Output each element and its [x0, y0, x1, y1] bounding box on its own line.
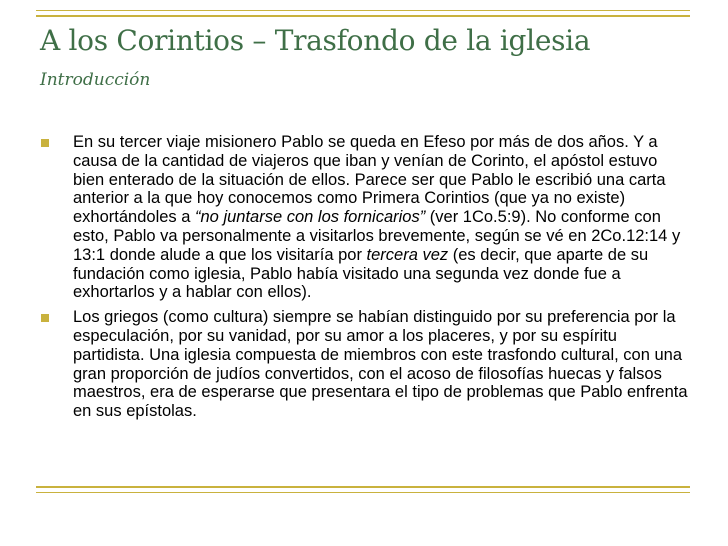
text-segment: (es decir, que aparte de su fundación como iglesia, Pablo había visitado una segunda vez donde fue a exhortarlos y a hablar con ellos).	[73, 245, 649, 302]
text-segment: En su tercer viaje misionero Pablo se queda en Efeso por más de dos años. Y a causa de la cantidad de viajeros que iban y venían de Corinto, el apóstol estuvo bien enterado de la situación de ellos. Parece ser que Pablo le escribió una carta anterior a la que hoy conocemos como Primera Corintios (que ya no existe) exhortándoles a	[73, 133, 666, 227]
italic-phrase: tercera vez	[366, 245, 449, 264]
bullet-text	[73, 133, 690, 302]
bottom-rule-thin	[36, 492, 690, 493]
square-bullet-icon	[41, 314, 49, 322]
bottom-rule-thick	[36, 486, 690, 488]
top-rule-thin	[36, 10, 690, 11]
bullet-item	[40, 308, 690, 421]
top-rule-thick	[36, 15, 690, 17]
bullet-text	[73, 308, 690, 421]
text-segment: (ver 1Co.5:9). No conforme con esto, Pablo va personalmente a visitarlos brevemente, según se vé en 2Co.12:14 y 13:1 donde alude a que los visitaría por	[73, 208, 681, 264]
slide-content	[40, 133, 690, 427]
square-bullet-icon	[41, 139, 49, 147]
slide-subtitle: Introducción	[40, 70, 151, 90]
slide-title: A los Corintios – Trasfondo de la iglesia	[40, 24, 591, 57]
italic-quote: “no juntarse con los fornicarios”	[195, 208, 426, 227]
bullet-item	[40, 133, 690, 302]
text-segment: Los griegos (como cultura) siempre se habían distinguido por su preferencia por la especulación, por su vanidad, por su amor a los placeres, y por su espíritu partidista. Una iglesia compuesta de miembros con este trasfondo cultural, con una gran proporción de judíos convertidos, con el acoso de filosofías huecas y falsos maestros, era de esperarse que presentara el tipo de problemas que Pablo enfrenta en sus epístolas.	[73, 308, 688, 421]
